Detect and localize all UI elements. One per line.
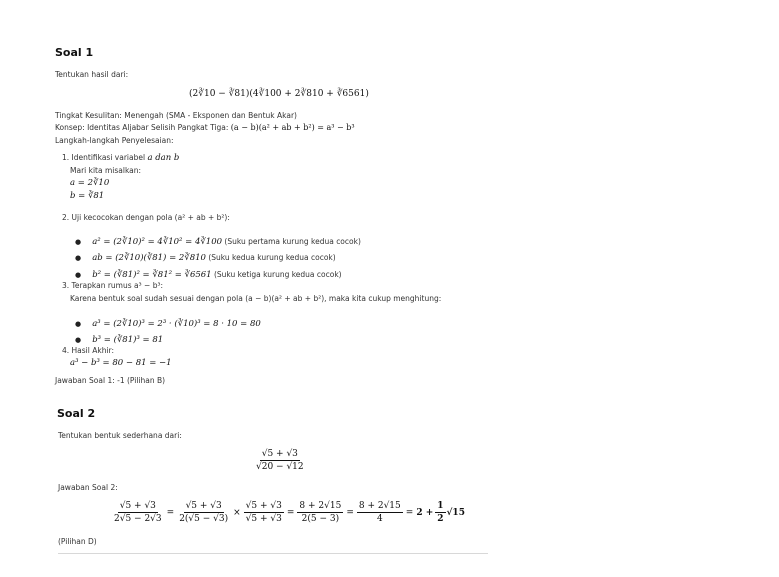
soal2-title: Soal 2 <box>57 407 96 420</box>
fraction-denominator: 2 <box>437 514 444 524</box>
step1-label <box>62 153 179 163</box>
step2-item <box>75 262 342 281</box>
soal1-expression: (2∛10 − ∛81)(4∛100 + 2∛810 + ∛6561) <box>189 89 369 99</box>
step3-item <box>75 327 163 346</box>
result-fraction <box>435 501 445 524</box>
fraction-numerator: 1 <box>437 501 444 511</box>
step3-note: Karena bentuk soal sudah sesuai dengan pola (a − b)(a² + ab + b²), maka kita cukup menghitung: <box>70 294 442 303</box>
step3-item-math: a³ = (2∛10)³ = 2³ · (∛10)³ = 8 · 10 = 80 <box>92 319 261 329</box>
divider <box>58 553 488 554</box>
bullet: ● <box>75 336 82 344</box>
concept-label: Konsep: Identitas Aljabar Selisih Pangkat Tiga: <box>55 123 231 132</box>
fraction-denominator: √5 + √3 <box>245 514 282 524</box>
fraction-numerator: √5 + √3 <box>185 501 222 511</box>
fraction <box>244 501 284 524</box>
fraction-denominator: 4 <box>376 514 383 524</box>
soal1-answer: Jawaban Soal 1: -1 (Pilihan B) <box>55 376 166 385</box>
equals-sign: = <box>286 507 295 518</box>
result-whole: 2 + <box>416 507 434 518</box>
step1-b: b = ∛81 <box>70 191 105 201</box>
soal2-question-fraction <box>254 449 306 472</box>
step4-math: a³ − b³ = 80 − 81 = −1 <box>70 358 172 368</box>
step2-item-note: (Suku pertama kurung kedua cocok) <box>222 237 361 246</box>
step1-a: a = 2∛10 <box>70 178 110 188</box>
step1-vars: a dan b <box>147 153 180 163</box>
fraction-numerator: √5 + √3 <box>119 501 156 511</box>
soal1-title: Soal 1 <box>55 46 94 59</box>
bullet: ● <box>75 271 82 279</box>
equals-sign: = <box>405 507 414 518</box>
fraction-numerator: 8 + 2√15 <box>358 501 401 511</box>
soal1-difficulty: Tingkat Kesulitan: Menengah (SMA - Eksponen dan Bentuk Akar) <box>55 111 297 120</box>
fraction <box>297 501 343 524</box>
bullet: ● <box>75 320 82 328</box>
bullet: ● <box>75 238 82 246</box>
fraction <box>254 449 306 472</box>
soal2-prompt: Tentukan bentuk sederhana dari: <box>58 431 182 440</box>
fraction <box>112 501 164 524</box>
step3-label: 3. Terapkan rumus a³ − b³: <box>62 281 163 290</box>
step2-item-math: a² = (2∛10)² = 4∛10² = 4∛100 <box>92 237 223 247</box>
step1-label-text: 1. Identifikasi variabel <box>62 153 148 162</box>
fraction <box>357 501 403 524</box>
step1-note: Mari kita misalkan: <box>70 166 142 175</box>
equals-sign: = <box>166 507 175 518</box>
step2-item-math: ab = (2∛10)(∛81) = 2∛810 <box>92 253 206 263</box>
steps-heading: Langkah-langkah Penyelesaian: <box>55 136 174 145</box>
concept-formula: (a − b)(a² + ab + b²) = a³ − b³ <box>230 123 355 132</box>
fraction-numerator: √5 + √3 <box>261 449 298 459</box>
soal1-prompt: Tentukan hasil dari: <box>55 70 129 79</box>
fraction-denominator: 2(√5 − √3) <box>179 514 229 524</box>
fraction-denominator: 2√5 − 2√3 <box>114 514 162 524</box>
step2-item-math: b² = (∛81)² = ∛81² = ∛6561 <box>92 270 212 280</box>
equals-sign: = <box>346 507 354 518</box>
bullet: ● <box>75 254 82 262</box>
soal2-solution <box>112 501 468 524</box>
step4-label: 4. Hasil Akhir: <box>62 346 115 355</box>
soal2-answer-label: Jawaban Soal 2: <box>58 483 118 492</box>
step2-item-note: (Suku kedua kurung kedua cocok) <box>205 253 336 262</box>
fraction-denominator: √20 − √12 <box>256 462 304 472</box>
fraction-numerator: √5 + √3 <box>245 501 282 511</box>
fraction-denominator: 2(5 − 3) <box>301 514 340 524</box>
soal2-choice: (Pilihan D) <box>58 537 97 546</box>
fraction <box>177 501 230 524</box>
result-root: √15 <box>446 507 465 518</box>
step2-item-note: (Suku ketiga kurung kedua cocok) <box>211 270 342 279</box>
times-sign: × <box>233 507 241 518</box>
soal1-concept <box>55 123 355 132</box>
step2-label: 2. Uji kecocokan dengan pola (a² + ab + b²): <box>62 213 230 222</box>
step3-item-math: b³ = (∛81)³ = 81 <box>92 335 164 345</box>
fraction-numerator: 8 + 2√15 <box>299 501 342 511</box>
